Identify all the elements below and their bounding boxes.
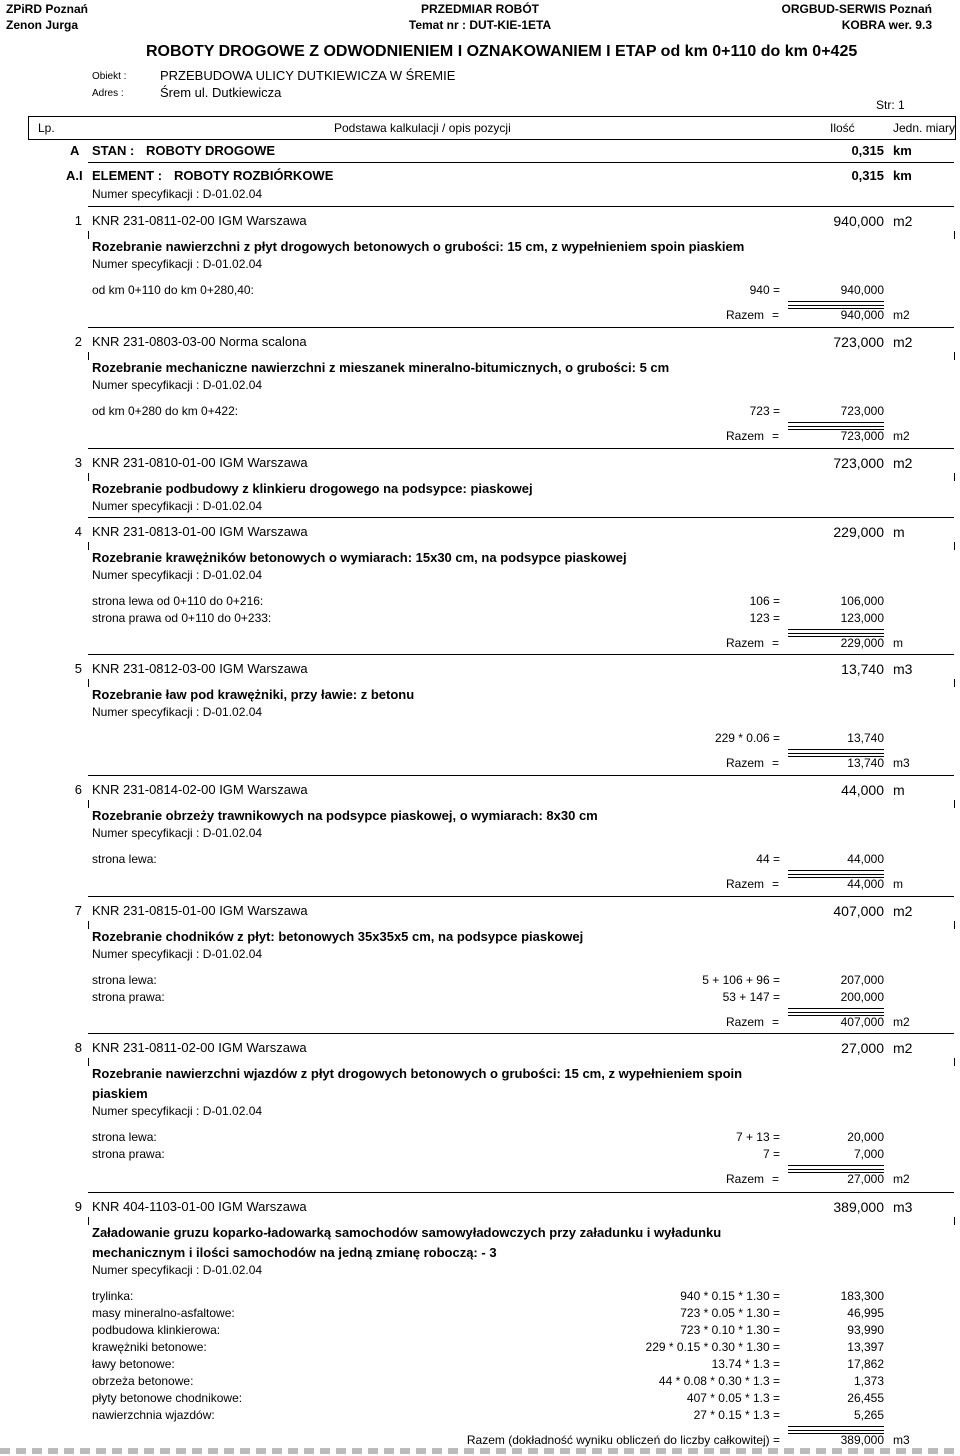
position-number: 1	[74, 213, 82, 228]
col-unit: Jedn. miary	[893, 121, 956, 135]
calc-label: od km 0+110 do km 0+280,40:	[92, 283, 254, 297]
calc-row	[0, 852, 960, 868]
calc-value: 106,000	[840, 594, 884, 608]
calc-value: 207,000	[840, 973, 884, 987]
calc-value: 940,000	[840, 283, 884, 297]
calc-value: 183,300	[840, 1289, 884, 1303]
calc-row	[0, 990, 960, 1006]
rule-line	[788, 301, 884, 302]
description-text: Rozebranie ław pod krawężniki, przy ławie: z betonu	[92, 687, 415, 702]
position-unit: m3	[893, 1199, 913, 1215]
calc-value: 5,265	[853, 1408, 884, 1422]
element-qty: 0,315	[851, 168, 884, 183]
position-basis: KNR 231-0810-01-00 IGM Warszawa	[92, 455, 308, 470]
calc-value: 26,455	[847, 1391, 884, 1405]
rule-line	[954, 352, 955, 360]
calc-row	[0, 1289, 960, 1305]
calc-label: strona lewa:	[92, 973, 157, 987]
razem-label: Razem	[726, 636, 765, 650]
position-description	[0, 481, 960, 497]
position-description	[0, 929, 960, 945]
position-unit: m	[893, 524, 905, 540]
razem-value: 407,000	[840, 1015, 884, 1029]
stan-code: A	[70, 143, 80, 158]
position-header	[0, 782, 960, 798]
position-header	[0, 661, 960, 677]
position-basis: KNR 231-0803-03-00 Norma scalona	[92, 334, 307, 349]
description-text: Rozebranie obrzeży trawnikowych na podsypce piaskowej, o wymiarach: 8x30 cm	[92, 808, 598, 823]
calc-row	[0, 1323, 960, 1339]
razem-value: 44,000	[847, 877, 884, 891]
position-header	[0, 1040, 960, 1056]
rule-line	[954, 1058, 955, 1066]
calc-row	[0, 1340, 960, 1356]
rule-line	[88, 679, 89, 687]
razem-label: Razem	[726, 1015, 765, 1029]
position-qty: 27,000	[841, 1040, 884, 1056]
razem-row	[0, 1015, 960, 1031]
element-code: A.I	[66, 168, 83, 183]
rule-line	[88, 1192, 954, 1193]
calc-label: trylinka:	[92, 1289, 134, 1303]
rule-line	[88, 231, 89, 239]
rule-line	[88, 352, 89, 360]
calc-value: 200,000	[840, 990, 884, 1004]
position-description	[0, 1225, 960, 1241]
rule-line	[788, 422, 884, 423]
razem-value: 389,000	[840, 1433, 884, 1447]
razem-row	[0, 308, 960, 324]
razem-eq: =	[772, 877, 780, 891]
calc-row	[0, 1306, 960, 1322]
calc-value: 123,000	[840, 611, 884, 625]
spec-number: Numer specyfikacji : D-01.02.04	[92, 1263, 263, 1277]
calc-label: krawężniki betonowe:	[92, 1340, 207, 1354]
position-header	[0, 903, 960, 919]
element-unit: km	[893, 168, 912, 183]
razem-label: Razem	[726, 308, 765, 322]
rule-line	[954, 1217, 955, 1225]
razem-value: 13,740	[847, 756, 884, 770]
razem-eq: =	[772, 636, 780, 650]
rule-line	[88, 921, 89, 929]
razem-eq: =	[772, 756, 780, 770]
calc-expression: 5 + 106 + 96 =	[702, 973, 780, 987]
adres-value: Śrem ul. Dutkiewicza	[160, 85, 282, 100]
calc-label: strona prawa:	[92, 1147, 165, 1161]
spec-number: Numer specyfikacji : D-01.02.04	[92, 826, 263, 840]
element-label: ELEMENT :	[92, 168, 163, 183]
page-number: Str: 1	[876, 98, 905, 112]
calc-expression: 7 =	[762, 1147, 780, 1161]
calc-value: 20,000	[847, 1130, 884, 1144]
calc-value: 13,397	[847, 1340, 884, 1354]
rule-line	[954, 679, 955, 687]
rule-line	[954, 800, 955, 808]
position-unit: m3	[893, 661, 913, 677]
position-header	[0, 213, 960, 229]
calc-expression: 940 * 0.15 * 1.30 =	[680, 1289, 780, 1303]
calc-row	[0, 1408, 960, 1424]
razem-unit: m3	[893, 756, 910, 770]
position-description	[0, 550, 960, 566]
rule-line	[88, 542, 89, 550]
company-right: ORGBUD-SERWIS Poznań	[781, 2, 932, 16]
rule-line	[88, 800, 89, 808]
calc-expression: 407 * 0.05 * 1.3 =	[686, 1391, 780, 1405]
razem-label: Razem	[726, 429, 765, 443]
position-description	[0, 1086, 960, 1102]
position-spec	[0, 1104, 960, 1120]
position-qty: 940,000	[833, 213, 884, 229]
calc-label: od km 0+280 do km 0+422:	[92, 404, 239, 418]
calc-expression: 723 * 0.05 * 1.30 =	[680, 1306, 780, 1320]
calc-expression: 7 + 13 =	[735, 1130, 780, 1144]
calc-row	[0, 1391, 960, 1407]
razem-eq: =	[772, 1172, 780, 1186]
calc-expression: 940 =	[749, 283, 780, 297]
calc-value: 93,990	[847, 1323, 884, 1337]
calc-row	[0, 1374, 960, 1390]
position-number: 9	[74, 1199, 82, 1214]
element-name: ROBOTY ROZBIÓRKOWE	[174, 168, 334, 183]
rule-line	[88, 448, 954, 449]
position-qty: 723,000	[833, 455, 884, 471]
calc-expression: 723 * 0.10 * 1.30 =	[680, 1323, 780, 1337]
position-basis: KNR 231-0815-01-00 IGM Warszawa	[92, 903, 308, 918]
calc-row	[0, 594, 960, 610]
rule-line	[788, 1165, 884, 1166]
position-number: 3	[74, 455, 82, 470]
razem-label: Razem (dokładność wyniku obliczeń do liczby całkowitej) =	[466, 1433, 780, 1447]
razem-row	[0, 1433, 960, 1449]
rule-line	[788, 1426, 884, 1427]
position-header	[0, 455, 960, 471]
author-name: Zenon Jurga	[6, 18, 79, 32]
calc-value: 7,000	[853, 1147, 884, 1161]
position-basis: KNR 231-0812-03-00 IGM Warszawa	[92, 661, 308, 676]
position-description	[0, 1066, 960, 1082]
razem-label: Razem	[726, 756, 765, 770]
rule-line	[788, 1008, 884, 1009]
element-spec: Numer specyfikacji : D-01.02.04	[92, 187, 263, 201]
page-edge	[0, 1448, 960, 1454]
position-number: 5	[74, 661, 82, 676]
position-number: 8	[74, 1040, 82, 1055]
position-spec	[0, 378, 960, 394]
rule-line	[88, 775, 954, 776]
rule-line	[88, 1217, 89, 1225]
razem-value: 940,000	[840, 308, 884, 322]
position-header	[0, 524, 960, 540]
position-description	[0, 687, 960, 703]
calc-label: strona lewa od 0+110 do 0+216:	[92, 594, 264, 608]
position-basis: KNR 231-0814-02-00 IGM Warszawa	[92, 782, 308, 797]
description-text: Załadowanie gruzu koparko-ładowarką samochodów samowyładowczych przy załadunku i wyładunku	[92, 1225, 722, 1240]
position-qty: 389,000	[833, 1199, 884, 1215]
calc-label: ławy betonowe:	[92, 1357, 175, 1371]
description-text: mechanicznym i ilości samochodów na jedną zmianę roboczą: - 3	[92, 1245, 497, 1260]
razem-eq: =	[772, 429, 780, 443]
position-basis: KNR 231-0813-01-00 IGM Warszawa	[92, 524, 308, 539]
calc-label: nawierzchnia wjazdów:	[92, 1408, 215, 1422]
calc-label: masy mineralno-asfaltowe:	[92, 1306, 235, 1320]
stan-label: STAN :	[92, 143, 135, 158]
razem-value: 723,000	[840, 429, 884, 443]
col-qty: Ilość	[830, 121, 855, 135]
position-unit: m2	[893, 1040, 913, 1056]
spec-number: Numer specyfikacji : D-01.02.04	[92, 257, 263, 271]
spec-number: Numer specyfikacji : D-01.02.04	[92, 1104, 263, 1118]
razem-label: Razem	[726, 877, 765, 891]
position-spec	[0, 705, 960, 721]
rule-line	[88, 896, 954, 897]
position-spec	[0, 568, 960, 584]
calc-expression: 44 =	[756, 852, 780, 866]
razem-unit: m3	[893, 1433, 910, 1447]
position-qty: 407,000	[833, 903, 884, 919]
position-spec	[0, 826, 960, 842]
description-text: Rozebranie mechaniczne nawierzchni z mieszanek mineralno-bitumicznych, o grubości: 5 cm	[92, 360, 670, 375]
calc-expression: 106 =	[749, 594, 780, 608]
position-spec	[0, 1263, 960, 1279]
calc-row	[0, 973, 960, 989]
rule-line	[788, 870, 884, 871]
rule-line	[88, 517, 954, 518]
calc-label: płyty betonowe chodnikowe:	[92, 1391, 243, 1405]
calc-expression: 723 =	[749, 404, 780, 418]
calc-value: 46,995	[847, 1306, 884, 1320]
calc-label: strona prawa od 0+110 do 0+233:	[92, 611, 272, 625]
calc-row	[0, 1130, 960, 1146]
position-basis: KNR 231-0811-02-00 IGM Warszawa	[92, 213, 307, 228]
razem-eq: =	[772, 308, 780, 322]
calc-value: 17,862	[847, 1357, 884, 1371]
stan-qty: 0,315	[851, 143, 884, 158]
calc-row	[0, 1147, 960, 1163]
position-header	[0, 334, 960, 350]
spec-number: Numer specyfikacji : D-01.02.04	[92, 705, 263, 719]
document-type: PRZEDMIAR ROBÓT	[421, 2, 539, 16]
rule-line	[954, 473, 955, 481]
calc-expression: 53 + 147 =	[722, 990, 780, 1004]
rule-line	[788, 749, 884, 750]
description-text: Rozebranie nawierzchni z płyt drogowych betonowych o grubości: 15 cm, z wypełnieniem spoin piaskiem	[92, 239, 745, 254]
software-version: KOBRA wer. 9.3	[841, 18, 932, 32]
col-desc: Podstawa kalkulacji / opis pozycji	[334, 121, 511, 135]
position-unit: m	[893, 782, 905, 798]
calc-expression: 27 * 0.15 * 1.3 =	[693, 1408, 780, 1422]
spec-number: Numer specyfikacji : D-01.02.04	[92, 947, 263, 961]
description-text: Rozebranie podbudowy z klinkieru drogowego na podsypce: piaskowej	[92, 481, 533, 496]
document-title: ROBOTY DROGOWE Z ODWODNIENIEM I OZNAKOWANIEM I ETAP od km 0+110 do km 0+425	[146, 43, 858, 60]
position-number: 2	[74, 334, 82, 349]
razem-row	[0, 1172, 960, 1188]
razem-unit: m	[893, 636, 903, 650]
calc-label: strona lewa:	[92, 1130, 157, 1144]
razem-unit: m2	[893, 1015, 910, 1029]
calc-expression: 13.74 * 1.3 =	[711, 1357, 780, 1371]
spec-number: Numer specyfikacji : D-01.02.04	[92, 568, 263, 582]
position-description	[0, 1245, 960, 1261]
rule-line	[88, 473, 89, 481]
rule-line	[954, 231, 955, 239]
calc-expression: 44 * 0.08 * 0.30 * 1.3 =	[658, 1374, 780, 1388]
position-unit: m2	[893, 334, 913, 350]
rule-line	[88, 1058, 89, 1066]
calc-row	[0, 283, 960, 299]
razem-row	[0, 756, 960, 772]
razem-unit: m2	[893, 308, 910, 322]
position-qty: 44,000	[841, 782, 884, 798]
razem-eq: =	[772, 1015, 780, 1029]
calc-row	[0, 731, 960, 747]
calc-label: strona prawa:	[92, 990, 165, 1004]
col-lp: Lp.	[38, 121, 55, 135]
stan-unit: km	[893, 143, 912, 158]
calc-row	[0, 404, 960, 420]
calc-expression: 229 * 0.06 =	[714, 731, 780, 745]
position-qty: 723,000	[833, 334, 884, 350]
position-unit: m2	[893, 213, 913, 229]
position-basis: KNR 231-0811-02-00 IGM Warszawa	[92, 1040, 307, 1055]
razem-row	[0, 877, 960, 893]
position-unit: m2	[893, 903, 913, 919]
description-text: piaskiem	[92, 1086, 148, 1101]
razem-unit: m	[893, 877, 903, 891]
position-qty: 13,740	[841, 661, 884, 677]
razem-value: 229,000	[840, 636, 884, 650]
calc-expression: 123 =	[749, 611, 780, 625]
position-spec	[0, 257, 960, 273]
calc-label: strona lewa:	[92, 852, 157, 866]
position-spec	[0, 947, 960, 963]
company-left: ZPiRD Poznań	[6, 2, 89, 16]
position-number: 7	[74, 903, 82, 918]
description-text: Rozebranie krawężników betonowych o wymiarach: 15x30 cm, na podsypce piaskowej	[92, 550, 627, 565]
calc-value: 1,373	[853, 1374, 884, 1388]
spec-number: Numer specyfikacji : D-01.02.04	[92, 378, 263, 392]
description-text: Rozebranie chodników z płyt: betonowych 35x35x5 cm, na podsypce piaskowej	[92, 929, 584, 944]
rule-line	[954, 542, 955, 550]
adres-label: Adres :	[92, 88, 124, 99]
calc-row	[0, 611, 960, 627]
position-basis: KNR 404-1103-01-00 IGM Warszawa	[92, 1199, 307, 1214]
calc-label: podbudowa klinkierowa:	[92, 1323, 221, 1337]
position-spec	[0, 499, 960, 515]
stan-name: ROBOTY DROGOWE	[146, 143, 276, 158]
razem-row	[0, 429, 960, 445]
razem-unit: m2	[893, 429, 910, 443]
position-description	[0, 239, 960, 255]
spec-number: Numer specyfikacji : D-01.02.04	[92, 499, 263, 513]
calc-value: 723,000	[840, 404, 884, 418]
obiekt-value: PRZEBUDOWA ULICY DUTKIEWICZA W ŚREMIE	[160, 68, 456, 83]
razem-unit: m2	[893, 1172, 910, 1186]
razem-row	[0, 636, 960, 652]
obiekt-label: Obiekt :	[92, 71, 127, 82]
description-text: Rozebranie nawierzchni wjazdów z płyt drogowych betonowych o grubości: 15 cm, z wypełnieniem spoin	[92, 1066, 743, 1081]
calc-value: 13,740	[847, 731, 884, 745]
topic-number: Temat nr : DUT-KIE-1ETA	[408, 18, 552, 32]
calc-row	[0, 1357, 960, 1373]
razem-label: Razem	[726, 1172, 765, 1186]
position-number: 4	[74, 524, 82, 539]
rule-line	[788, 629, 884, 630]
position-header	[0, 1199, 960, 1215]
rule-line	[88, 1033, 954, 1034]
position-qty: 229,000	[833, 524, 884, 540]
rule-line	[88, 327, 954, 328]
position-unit: m2	[893, 455, 913, 471]
position-description	[0, 808, 960, 824]
rule-line	[88, 654, 954, 655]
calc-value: 44,000	[847, 852, 884, 866]
position-description	[0, 360, 960, 376]
razem-value: 27,000	[847, 1172, 884, 1186]
calc-expression: 229 * 0.15 * 0.30 * 1.30 =	[645, 1340, 780, 1354]
position-number: 6	[74, 782, 82, 797]
calc-label: obrzeża betonowe:	[92, 1374, 194, 1388]
rule-line	[954, 921, 955, 929]
